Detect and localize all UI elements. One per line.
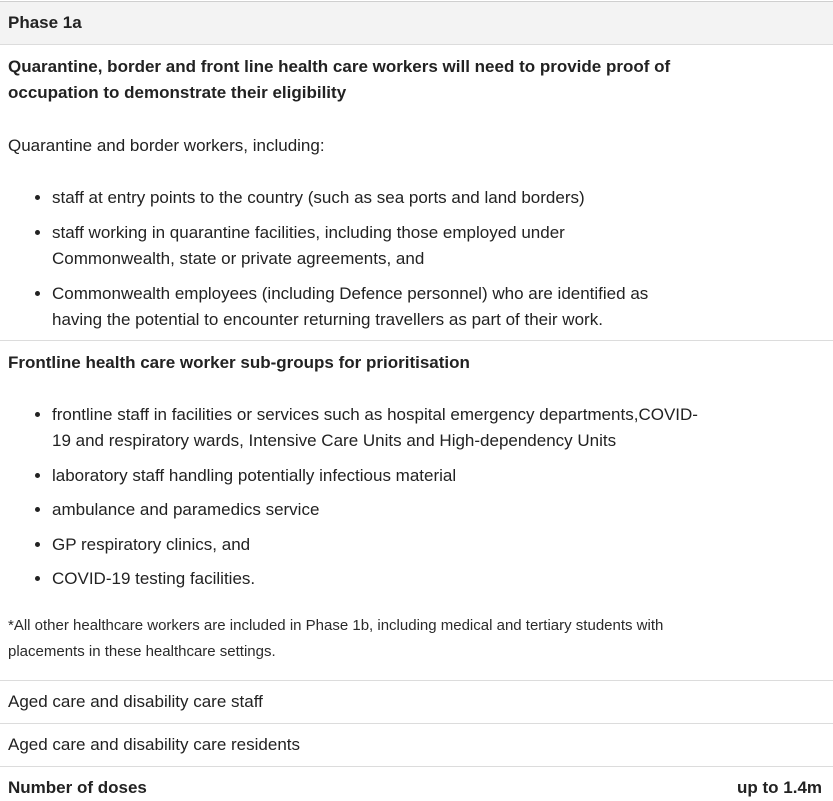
quarantine-row [0, 45, 833, 341]
doses-label: Number of doses [8, 778, 147, 797]
phase-header-row [0, 2, 833, 45]
list-item [52, 497, 825, 523]
list-item [52, 220, 825, 272]
list-item-text: • frontline staff in facilities or services such as hospital emergency departments,COVID- [52, 405, 698, 424]
aged-care-residents-row [0, 724, 833, 767]
list-item [52, 281, 825, 333]
list-item [52, 185, 825, 211]
quarantine-intro: Quarantine and border workers, including: [8, 136, 325, 155]
aged-care-residents-text: Aged care and disability care residents [8, 735, 300, 754]
list-item [52, 402, 825, 454]
list-item-text: Commonwealth, state or private agreements, and [52, 249, 425, 268]
phase-1a-table [0, 1, 833, 801]
frontline-list [8, 402, 825, 592]
list-item-text: 19 and respiratory wards, Intensive Care Units and High-dependency Units [52, 431, 617, 450]
footnote-line: *All other healthcare workers are included in Phase 1b, including medical and tertiary students with [8, 617, 664, 634]
list-item [52, 532, 825, 558]
aged-care-staff-row [0, 681, 833, 724]
list-item-text: • staff working in quarantine facilities, including those employed under [52, 223, 565, 242]
heading-line: occupation to demonstrate their eligibility [8, 83, 347, 102]
heading-line: Quarantine, border and front line health care workers will need to provide proof of [8, 57, 671, 76]
quarantine-list [8, 185, 825, 333]
aged-care-staff-text: Aged care and disability care staff [8, 692, 263, 711]
list-item-text: having the potential to encounter returning travellers as part of their work. [52, 310, 603, 329]
list-item-text: • ambulance and paramedics service [52, 500, 320, 519]
doses-row [0, 767, 833, 801]
list-item-text: • GP respiratory clinics, and [52, 534, 251, 554]
footnote-line: placements in these healthcare settings. [8, 643, 276, 660]
doses-value: up to 1.4m [737, 778, 823, 797]
frontline-heading: Frontline health care worker sub-groups for prioritisation [8, 353, 470, 372]
list-item [52, 566, 825, 592]
list-item-text: • Commonwealth employees (including Defence personnel) who are identified as [52, 284, 649, 303]
list-item-text: • COVID-19 testing facilities. [52, 569, 256, 588]
list-item-text: • laboratory staff handling potentially infectious material [52, 465, 457, 485]
frontline-row [0, 341, 833, 681]
quarantine-heading [8, 54, 825, 106]
list-item [52, 463, 825, 489]
list-item-text: • staff at entry points to the country (such as sea ports and land borders) [52, 188, 585, 207]
footnote [8, 613, 825, 665]
phase-title: Phase 1a [8, 13, 82, 32]
